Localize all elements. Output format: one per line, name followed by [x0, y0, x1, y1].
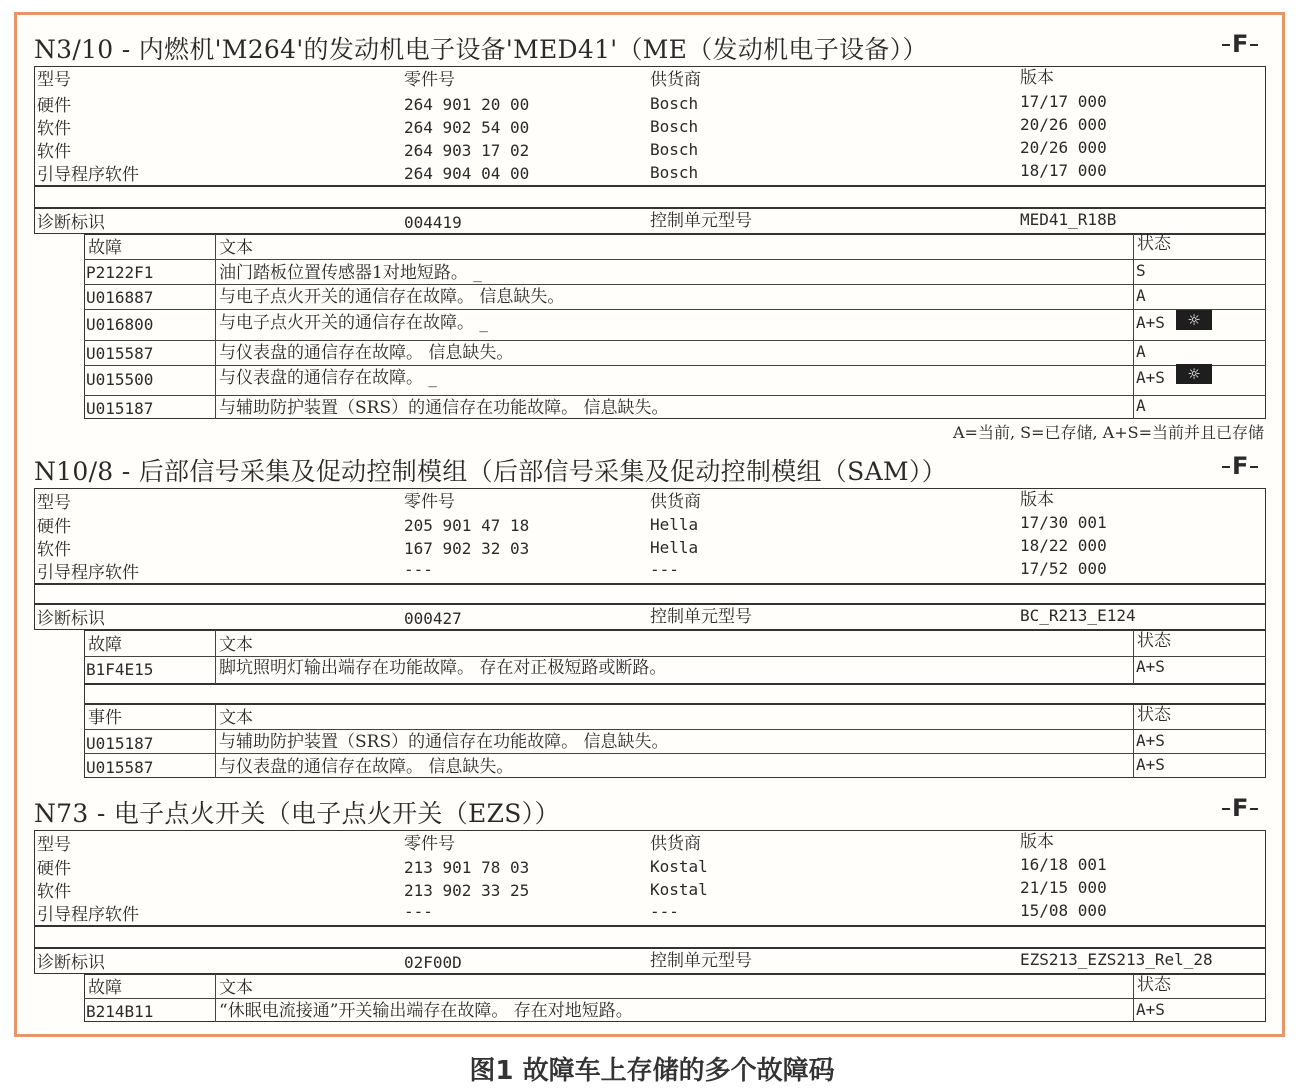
s2-spacer-box	[34, 584, 1266, 604]
text-header: 文本	[219, 238, 253, 258]
status-header: 状态	[1137, 631, 1171, 651]
version: 20/26 000	[1020, 138, 1107, 157]
f-tag: F	[1232, 452, 1249, 480]
fault-text: 油门踏板位置传感器1对地短路。 _	[219, 263, 482, 283]
cu-model-value: BC_R213_E124	[1020, 606, 1136, 625]
event-status: A+S	[1136, 755, 1165, 774]
version-header: 版本	[1020, 68, 1054, 88]
part-header: 零件号	[404, 492, 455, 512]
supplier: Hella	[650, 538, 699, 557]
fault-code: B214B11	[86, 1002, 154, 1021]
supplier: Bosch	[650, 163, 699, 182]
fault-status: A+S	[1136, 1000, 1165, 1019]
version-header: 版本	[1020, 832, 1054, 852]
fault-code: U015587	[86, 344, 154, 363]
fault-code: P2122F1	[86, 263, 154, 282]
status-header: 状态	[1137, 234, 1171, 254]
cu-model-label: 控制单元型号	[650, 607, 752, 627]
status-header: 状态	[1137, 975, 1171, 995]
cu-model-label: 控制单元型号	[650, 211, 752, 231]
version: 17/30 001	[1020, 513, 1107, 532]
version: 20/26 000	[1020, 115, 1107, 134]
fault-code: U016800	[86, 315, 154, 334]
part-number: 264 901 20 00	[404, 95, 530, 114]
fault-status: A+S	[1136, 313, 1165, 332]
part-number: 213 902 33 25	[404, 881, 530, 900]
s2-gap-box	[84, 684, 1266, 704]
fault-header: 故障	[88, 635, 122, 655]
sun-warning-icon: ☼	[1176, 364, 1212, 384]
row-label: 引导程序软件	[37, 905, 139, 925]
fault-status: A	[1136, 342, 1146, 361]
part-number: ---	[404, 902, 433, 921]
fault-code: U015187	[86, 399, 154, 418]
version: 18/17 000	[1020, 161, 1107, 180]
supplier: Kostal	[650, 857, 708, 876]
model-header: 型号	[37, 70, 71, 90]
fault-status: A	[1136, 286, 1146, 305]
version: 15/08 000	[1020, 901, 1107, 920]
fault-code: B1F4E15	[86, 660, 154, 679]
version-header: 版本	[1020, 490, 1054, 510]
status-legend: A=当前, S=已存储, A+S=当前并且已存储	[952, 423, 1264, 442]
fault-status: A	[1136, 396, 1146, 415]
fault-header: 故障	[88, 238, 122, 258]
part-number: 213 901 78 03	[404, 858, 530, 877]
diag-id-label: 诊断标识	[37, 213, 105, 233]
supplier: Bosch	[650, 94, 699, 113]
row-label: 硬件	[37, 859, 71, 879]
f-tag: F	[1232, 30, 1249, 58]
cu-model-label: 控制单元型号	[650, 951, 752, 971]
supplier: ---	[650, 902, 679, 921]
row-label: 软件	[37, 540, 71, 560]
diag-id-label: 诊断标识	[37, 953, 105, 973]
model-header: 型号	[37, 835, 71, 855]
model-header: 型号	[37, 493, 71, 513]
text-header: 文本	[219, 635, 253, 655]
supplier-header: 供货商	[650, 492, 701, 512]
supplier: Kostal	[650, 880, 708, 899]
supplier-header: 供货商	[650, 70, 701, 90]
fault-text: 与辅助防护装置（SRS）的通信存在功能故障。 信息缺失。	[219, 398, 669, 418]
supplier-header: 供货商	[650, 834, 701, 854]
event-text: 与仪表盘的通信存在故障。 信息缺失。	[219, 757, 514, 777]
fault-status: A+S	[1136, 657, 1165, 676]
part-number: 205 901 47 18	[404, 516, 530, 535]
fault-text: 与电子点火开关的通信存在故障。 信息缺失。	[219, 287, 565, 307]
text-header: 文本	[219, 978, 253, 998]
sun-warning-icon: ☼	[1176, 310, 1212, 330]
part-number: 264 904 04 00	[404, 164, 530, 183]
section2-title: N10/8 - 后部信号采集及促动控制模组（后部信号采集及促动控制模组（SAM））	[34, 457, 947, 486]
row-label: 引导程序软件	[37, 563, 139, 583]
text-header: 文本	[219, 708, 253, 728]
version: 16/18 001	[1020, 855, 1107, 874]
event-header: 事件	[88, 708, 122, 728]
row-label: 软件	[37, 882, 71, 902]
row-label: 软件	[37, 119, 71, 139]
fault-status: S	[1136, 261, 1146, 280]
supplier: Bosch	[650, 117, 699, 136]
s1-spacer-box	[34, 186, 1266, 208]
supplier: ---	[650, 560, 679, 579]
fault-header: 故障	[88, 978, 122, 998]
part-number: 264 903 17 02	[404, 141, 530, 160]
supplier: Hella	[650, 515, 699, 534]
fault-text: 与仪表盘的通信存在故障。 _	[219, 368, 437, 388]
row-label: 软件	[37, 142, 71, 162]
fault-status: A+S	[1136, 368, 1165, 387]
status-header: 状态	[1137, 705, 1171, 725]
version: 18/22 000	[1020, 536, 1107, 555]
diag-id-value: 000427	[404, 609, 462, 628]
section3-title: N73 - 电子点火开关（电子点火开关（EZS））	[34, 799, 560, 828]
cu-model-value: MED41_R18B	[1020, 210, 1117, 229]
event-code: U015587	[86, 758, 154, 777]
diag-id-label: 诊断标识	[37, 609, 105, 629]
part-header: 零件号	[404, 834, 455, 854]
section1-title: N3/10 - 内燃机'M264'的发动机电子设备'MED41'（ME（发动机电子设备））	[34, 35, 928, 64]
event-text: 与辅助防护装置（SRS）的通信存在功能故障。 信息缺失。	[219, 732, 669, 752]
version: 17/52 000	[1020, 559, 1107, 578]
figure-caption: 图1 故障车上存储的多个故障码	[469, 1056, 835, 1086]
row-label: 硬件	[37, 517, 71, 537]
fault-text: “休眠电流接通”开关输出端存在故障。 存在对地短路。	[219, 1001, 633, 1021]
fault-code: U016887	[86, 288, 154, 307]
cu-model-value: EZS213_EZS213_Rel_28	[1020, 950, 1213, 969]
f-tag: F	[1232, 794, 1249, 822]
event-code: U015187	[86, 734, 154, 753]
diag-id-value: 004419	[404, 213, 462, 232]
row-label: 引导程序软件	[37, 165, 139, 185]
s3-spacer-box	[34, 926, 1266, 948]
row-label: 硬件	[37, 96, 71, 116]
diag-id-value: 02F00D	[404, 953, 462, 972]
part-number: 167 902 32 03	[404, 539, 530, 558]
fault-text: 脚坑照明灯输出端存在功能故障。 存在对正极短路或断路。	[219, 658, 667, 678]
part-header: 零件号	[404, 70, 455, 90]
part-number: 264 902 54 00	[404, 118, 530, 137]
version: 17/17 000	[1020, 92, 1107, 111]
event-status: A+S	[1136, 731, 1165, 750]
version: 21/15 000	[1020, 878, 1107, 897]
part-number: ---	[404, 560, 433, 579]
fault-code: U015500	[86, 370, 154, 389]
fault-text: 与仪表盘的通信存在故障。 信息缺失。	[219, 343, 514, 363]
supplier: Bosch	[650, 140, 699, 159]
fault-text: 与电子点火开关的通信存在故障。 _	[219, 313, 488, 333]
